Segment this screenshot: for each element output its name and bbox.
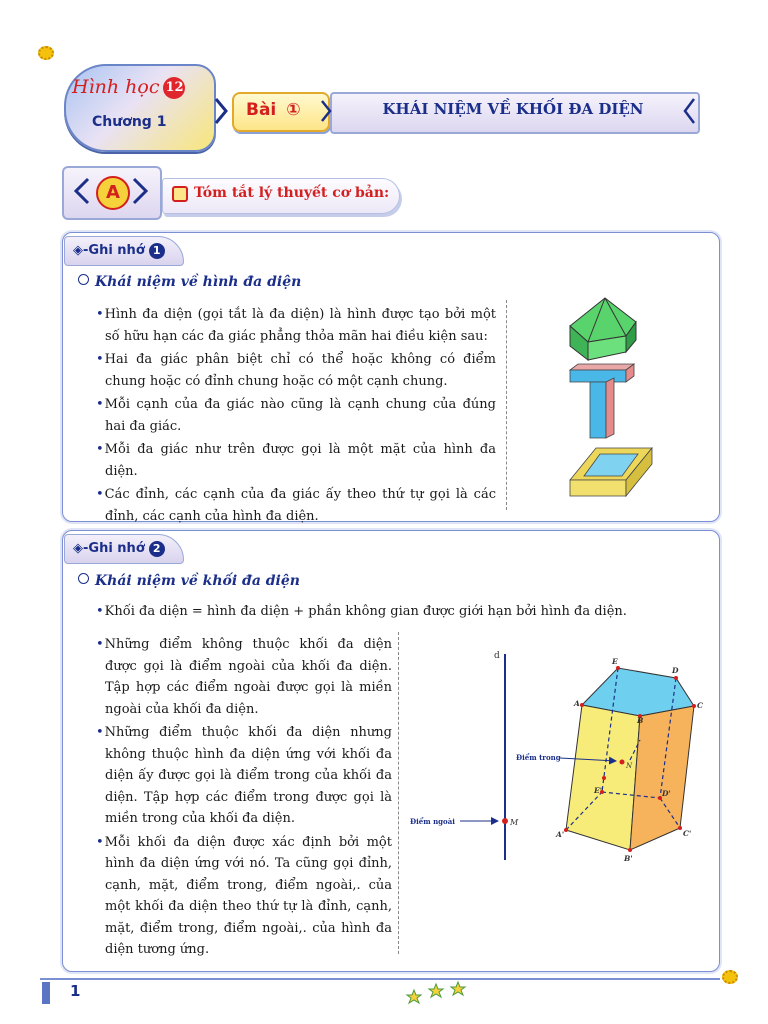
line-d-label: d — [494, 651, 500, 661]
list-item: • Mỗi cạnh của đa giác nào cũng là cạnh chung của đúng hai đa giác. — [96, 394, 496, 437]
list-item: • Những điểm thuộc khối đa diện nhưng không thuộc hình đa diện ứng với khối đa diện ấy được gọi là điểm trong của khối đa diện. Tập hợp các điểm trong được gọi là miền trong của khối đa diện. — [96, 722, 392, 830]
list-item: • Mỗi đa giác như trên được gọi là một mặt của hình đa diện. — [96, 439, 496, 482]
ring-bullet-icon — [78, 274, 89, 285]
footer-rule — [40, 978, 720, 980]
list-item: • Khối đa diện = hình đa diện + phần không gian được giới hạn bởi hình đa diện. — [96, 601, 706, 623]
note-number-badge: 1 — [149, 243, 165, 259]
chevron-right-icon — [128, 176, 154, 206]
lesson-number: ① — [286, 100, 301, 120]
stars-ornament-icon — [404, 980, 474, 1006]
note2-list — [96, 634, 392, 963]
outside-point-label: Điểm ngoài — [410, 817, 455, 826]
note-tab-1 — [64, 236, 184, 266]
page-number: 1 — [70, 982, 81, 1000]
list-item: • Hình đa diện (gọi tắt là đa diện) là hình được tạo bởi một số hữu hạn các đa giác phẳng thỏa mãn hai điều kiện sau: — [96, 304, 496, 347]
note1-heading-text: Khái niệm về hình đa diện — [95, 274, 302, 290]
diamond-icon: ◈ — [73, 243, 83, 258]
grade-badge: 12 — [163, 77, 185, 99]
frame-illustration — [566, 440, 654, 506]
list-item: • Mỗi khối đa diện được xác định bởi một hình đa diện ứng với nó. Ta cũng gọi đỉnh, cạnh, mặt, điểm trong, điểm ngoài,. của một khối đa diện theo thứ tự là đỉnh, cạnh, mặt, điểm trong, điểm ngoài,. của hình đa diện tương ứng. — [96, 832, 392, 961]
sun-ornament-icon — [722, 970, 738, 984]
list-item: • Những điểm không thuộc khối đa diện được gọi là điểm ngoài của khối đa diện. Tập hợp các điểm ngoài được gọi là miền ngoài của khối đa diện. — [96, 634, 392, 720]
ring-bullet-icon — [78, 573, 89, 584]
note-tab-2 — [64, 534, 184, 564]
divider — [506, 300, 507, 510]
subject-title — [72, 76, 185, 99]
note2-heading-text: Khái niệm về khối đa diện — [95, 573, 300, 589]
vertex-b2-label: B' — [624, 854, 633, 863]
lesson-word: Bài — [246, 100, 277, 120]
lesson-title: KHÁI NIỆM VỀ KHỐI ĐA DIỆN — [382, 100, 644, 118]
point-m-label: M — [510, 818, 519, 827]
lesson-label — [246, 100, 301, 120]
vertex-c2-label: C' — [683, 829, 692, 838]
t-shape-illustration — [566, 362, 646, 444]
prism-diagram — [404, 640, 714, 870]
diamond-icon: ◈ — [73, 541, 83, 556]
list-item: • Hai đa giác phân biệt chỉ có thể hoặc không có điểm chung hoặc có đỉnh chung hoặc có một cạnh chung. — [96, 349, 496, 392]
chevron-right-icon — [212, 96, 232, 126]
footer-accent — [42, 982, 50, 1004]
vertex-a2-label: A' — [556, 830, 565, 839]
vertex-a-label: A — [574, 699, 580, 708]
section-bullet-icon — [172, 186, 188, 202]
divider — [398, 632, 399, 954]
sun-ornament-icon — [38, 46, 54, 60]
note-tab-label: -Ghi nhớ — [83, 541, 145, 556]
vertex-e-label: E — [612, 657, 618, 666]
vertex-c-label: C — [697, 701, 703, 710]
list-item: • Các đỉnh, các cạnh của đa giác ấy theo thứ tự gọi là các đỉnh, các cạnh của hình đa diện. — [96, 484, 496, 527]
point-n-marker — [620, 760, 625, 765]
chapter-label: Chương 1 — [92, 114, 167, 130]
section-title: Tóm tắt lý thuyết cơ bản: — [194, 185, 390, 201]
vertex-d-label: D — [672, 666, 679, 675]
note1-heading — [78, 274, 301, 290]
inner-point-marker — [602, 776, 606, 780]
note2-heading — [78, 573, 300, 589]
note-tab-label: -Ghi nhớ — [83, 243, 145, 258]
vertex-d2-label: D' — [662, 789, 671, 798]
section-letter-badge: A — [96, 176, 130, 210]
vertex-b-label: B — [637, 716, 644, 725]
subject-label: Hình học — [72, 76, 160, 98]
note2-intro — [96, 601, 706, 625]
vertex-e2-label: E' — [594, 786, 603, 795]
point-n-label: N — [626, 762, 633, 770]
note-number-badge: 2 — [149, 541, 165, 557]
chevron-left-icon — [68, 176, 94, 206]
pyramid-illustration — [560, 294, 650, 364]
inside-point-label: Điểm trong — [516, 753, 561, 762]
note1-list — [96, 304, 496, 529]
point-m-marker — [502, 818, 508, 824]
